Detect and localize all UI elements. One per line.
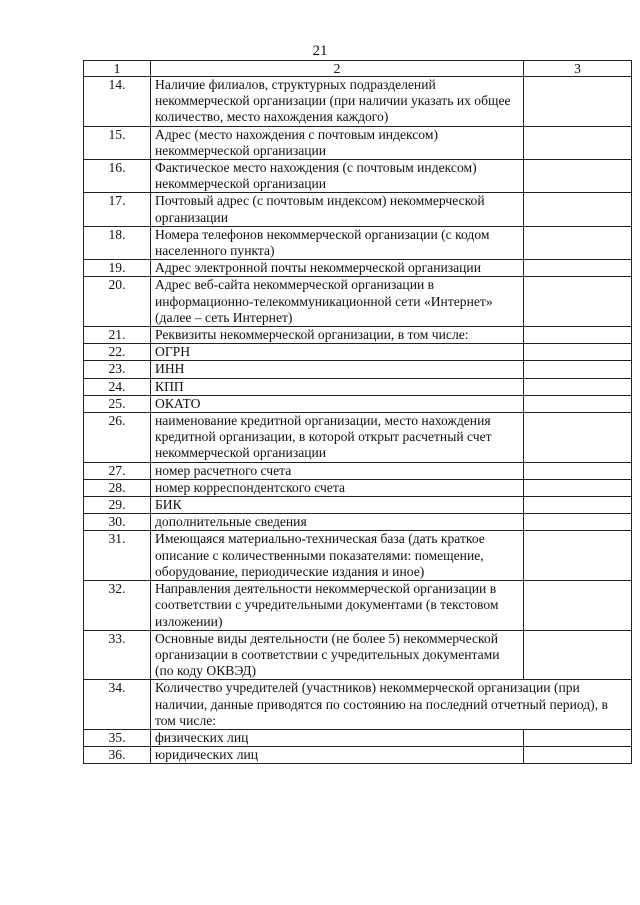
row-number: 14. (84, 77, 151, 127)
row-description: физических лиц (151, 729, 524, 746)
row-value-cell[interactable] (524, 630, 632, 680)
row-value-cell[interactable] (524, 126, 632, 159)
row-description: ОГРН (151, 344, 524, 361)
row-number: 23. (84, 361, 151, 378)
table-row (84, 260, 632, 277)
row-value-cell[interactable] (524, 531, 632, 581)
row-number: 29. (84, 497, 151, 514)
row-description: Адрес веб-сайта некоммерческой организации в информационно-телекоммуникационной сети «Интернет» (далее – сеть Интернет) (151, 277, 524, 327)
table-row (84, 160, 632, 193)
header-col-3: 3 (524, 61, 632, 77)
row-value-cell[interactable] (524, 361, 632, 378)
row-value-cell[interactable] (524, 193, 632, 226)
row-number: 22. (84, 344, 151, 361)
row-number: 17. (84, 193, 151, 226)
table-row (84, 327, 632, 344)
row-value-cell[interactable] (524, 514, 632, 531)
row-value-cell[interactable] (524, 581, 632, 631)
table-row (84, 226, 632, 259)
table-row (84, 630, 632, 680)
row-value-cell[interactable] (524, 462, 632, 479)
row-description: Направления деятельности некоммерческой организации в соответствии с учредительными документами (в текстовом изложении) (151, 581, 524, 631)
page-number: 21 (312, 43, 328, 59)
row-value-cell[interactable] (524, 77, 632, 127)
table-row (84, 531, 632, 581)
row-number: 36. (84, 747, 151, 764)
table-row (84, 581, 632, 631)
table-row (84, 126, 632, 159)
row-value-cell[interactable] (524, 479, 632, 496)
table-row (84, 747, 632, 764)
header-col-2: 2 (151, 61, 524, 77)
row-number: 30. (84, 514, 151, 531)
row-description: Реквизиты некоммерческой организации, в том числе: (151, 327, 524, 344)
row-description: Основные виды деятельности (не более 5) некоммерческой организации в соответствии с учредительных документами (по коду ОКВЭД) (151, 630, 524, 680)
row-description: юридических лиц (151, 747, 524, 764)
row-number: 35. (84, 729, 151, 746)
row-value-cell[interactable] (524, 344, 632, 361)
row-number: 34. (84, 680, 151, 730)
table-row (84, 277, 632, 327)
row-description: ИНН (151, 361, 524, 378)
row-number: 21. (84, 327, 151, 344)
row-number: 27. (84, 462, 151, 479)
form-table (83, 60, 632, 764)
table-row (84, 514, 632, 531)
row-description: Количество учредителей (участников) некоммерческой организации (при наличии, данные приводятся по состоянию на последний отчетный период), в том числе: (151, 680, 632, 730)
table-row (84, 497, 632, 514)
table-row (84, 479, 632, 496)
table-row (84, 729, 632, 746)
row-number: 31. (84, 531, 151, 581)
row-number: 26. (84, 413, 151, 463)
row-number: 20. (84, 277, 151, 327)
row-description: Номера телефонов некоммерческой организации (с кодом населенного пункта) (151, 226, 524, 259)
row-value-cell[interactable] (524, 497, 632, 514)
row-number: 32. (84, 581, 151, 631)
table-row (84, 395, 632, 412)
row-value-cell[interactable] (524, 260, 632, 277)
table-row (84, 361, 632, 378)
table-row (84, 77, 632, 127)
row-number: 16. (84, 160, 151, 193)
row-description: БИК (151, 497, 524, 514)
row-value-cell[interactable] (524, 378, 632, 395)
row-description: Адрес электронной почты некоммерческой организации (151, 260, 524, 277)
row-description: КПП (151, 378, 524, 395)
row-number: 33. (84, 630, 151, 680)
row-description: номер расчетного счета (151, 462, 524, 479)
row-value-cell[interactable] (524, 226, 632, 259)
table-row (84, 462, 632, 479)
row-description: Адрес (место нахождения с почтовым индексом) некоммерческой организации (151, 126, 524, 159)
row-number: 24. (84, 378, 151, 395)
row-description: Почтовый адрес (с почтовым индексом) некоммерческой организации (151, 193, 524, 226)
row-description: дополнительные сведения (151, 514, 524, 531)
row-description: Наличие филиалов, структурных подразделений некоммерческой организации (при наличии указать их общее количество, место нахождения каждого) (151, 77, 524, 127)
table-body (84, 61, 632, 764)
table-row (84, 680, 632, 730)
row-description: ОКАТО (151, 395, 524, 412)
table-row (84, 378, 632, 395)
table-row (84, 413, 632, 463)
row-number: 28. (84, 479, 151, 496)
table-header-row (84, 61, 632, 77)
row-value-cell[interactable] (524, 277, 632, 327)
row-value-cell[interactable] (524, 747, 632, 764)
row-number: 19. (84, 260, 151, 277)
row-number: 25. (84, 395, 151, 412)
table-row (84, 344, 632, 361)
row-number: 15. (84, 126, 151, 159)
row-description: Имеющаяся материально-техническая база (дать краткое описание с количественными показателями: помещение, оборудование, периодические издания и иное) (151, 531, 524, 581)
table-row (84, 193, 632, 226)
row-value-cell[interactable] (524, 413, 632, 463)
row-description: Фактическое место нахождения (с почтовым индексом) некоммерческой организации (151, 160, 524, 193)
row-value-cell[interactable] (524, 729, 632, 746)
row-description: наименование кредитной организации, место нахождения кредитной организации, в которой открыт расчетный счет некоммерческой организации (151, 413, 524, 463)
row-value-cell[interactable] (524, 327, 632, 344)
header-col-1: 1 (84, 61, 151, 77)
row-number: 18. (84, 226, 151, 259)
row-value-cell[interactable] (524, 395, 632, 412)
row-value-cell[interactable] (524, 160, 632, 193)
row-description: номер корреспондентского счета (151, 479, 524, 496)
